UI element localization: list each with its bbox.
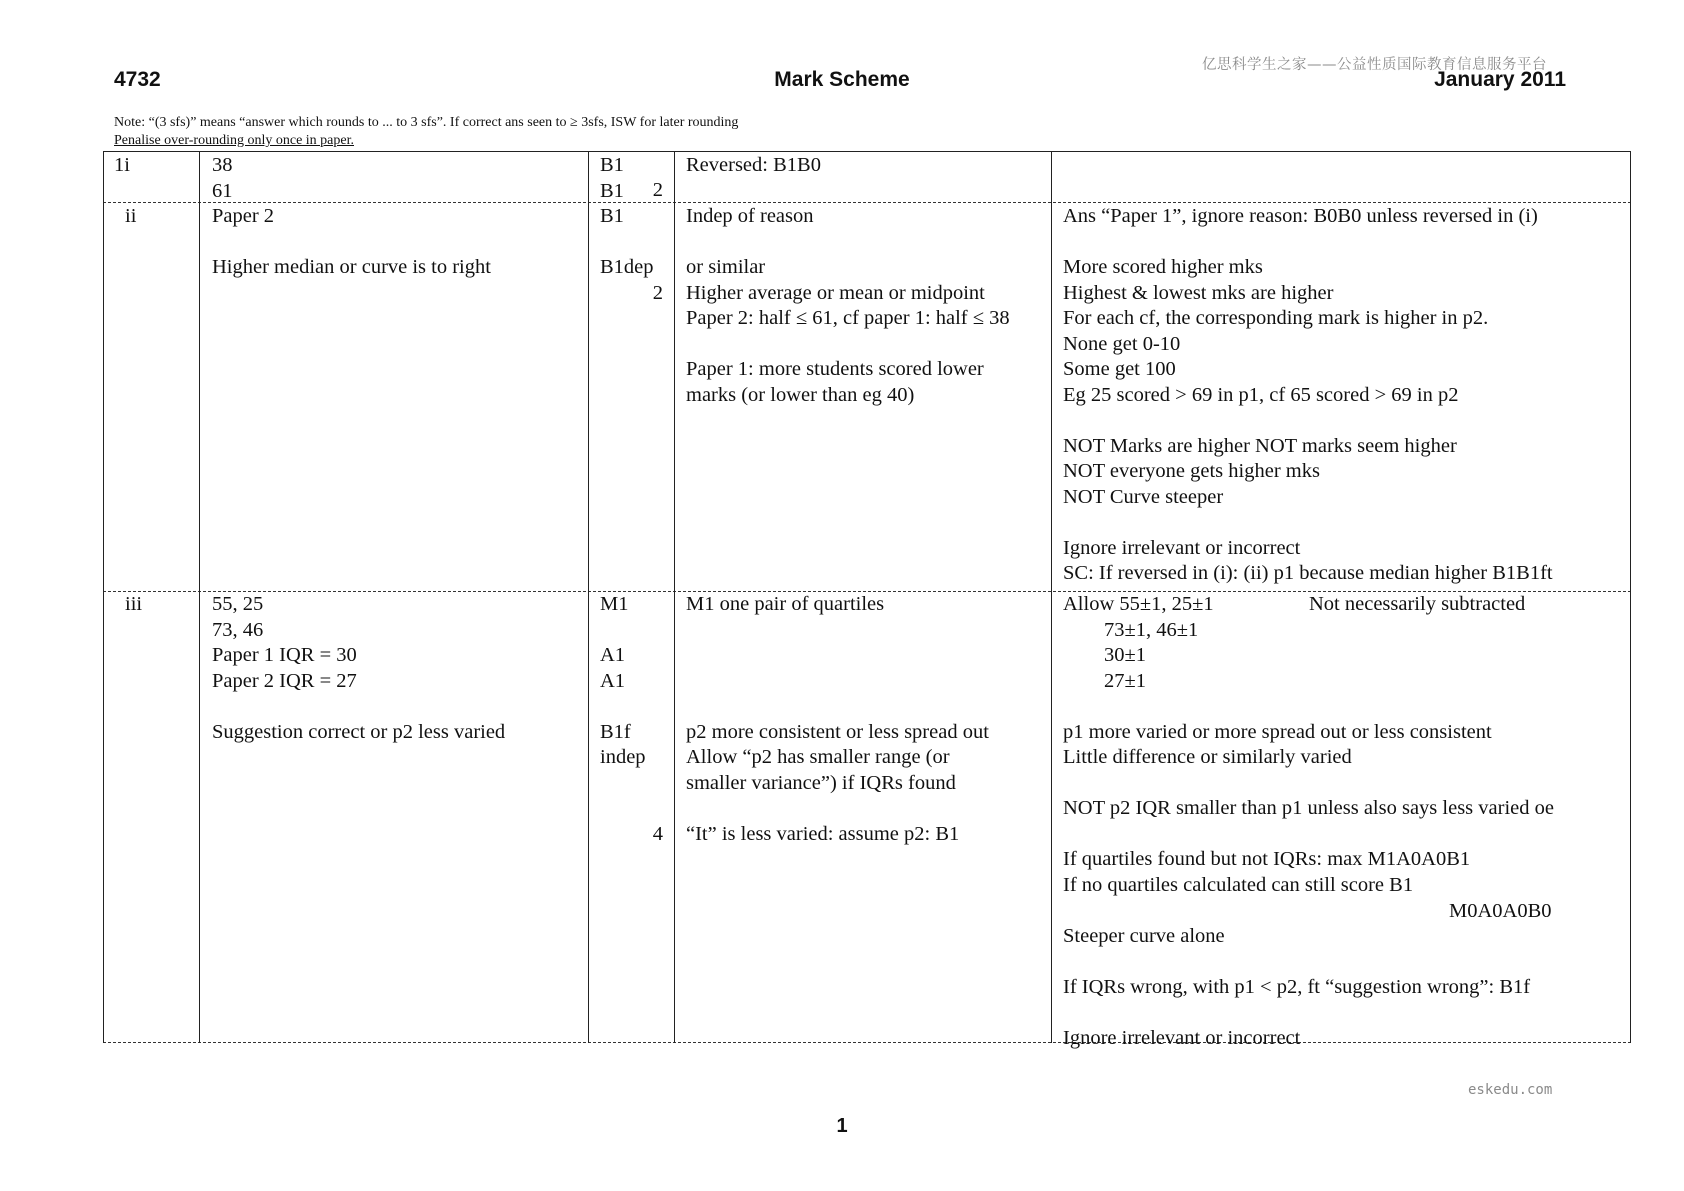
question-number: ii <box>125 205 137 227</box>
note-rounding: Note: “(3 sfs)” means “answer which rounds to ... to 3 sfs”. If correct ans seen to ≥ 3sfs, ISW for later rounding <box>114 115 739 130</box>
document-date: January 2011 <box>1434 68 1566 91</box>
notes-cell: Allow 55±1, 25±1 73±1, 46±1 30±1 27±1 p1 more varied or more spread out or less consistent Little difference or similarly varied NOT p2 IQR smaller than p1 unless also says less varied oe If quartiles found but not IQRs: max M1A0A0B1 If no quartiles calculated can still score B1 Steeper curve alone If IQRs wrong, with p1 < p2, ft “suggestion wrong”: B1f Ignore irrelevant or incorrect <box>1063 593 1554 1049</box>
marks-cell: B1 B1 <box>600 154 624 202</box>
guidance-cell: Indep of reason or similar Higher average or mean or midpoint Paper 2: half ≤ 61, cf paper 1: half ≤ 38 Paper 1: more students scored lower marks (or lower than eg 40) <box>686 205 1010 406</box>
col-rule-4 <box>1051 151 1052 1043</box>
table-top-rule <box>103 151 1631 152</box>
notes-side-marks: M0A0A0B0 <box>1449 899 1552 922</box>
col-rule-0 <box>103 151 104 1043</box>
notes-side-remark: Not necessarily subtracted <box>1309 593 1526 615</box>
col-rule-3 <box>674 151 675 1043</box>
watermark-bottom: eskedu.com <box>1468 1082 1553 1098</box>
marks-total: 2 <box>652 281 663 304</box>
page-number: 1 <box>836 1115 848 1137</box>
marks-cell: B1 B1dep <box>600 205 654 278</box>
answer-cell: 38 61 <box>212 154 233 202</box>
col-rule-5 <box>1630 151 1631 1043</box>
question-number: iii <box>125 593 143 615</box>
row-divider-1 <box>103 202 1631 203</box>
guidance-cell: M1 one pair of quartiles p2 more consistent or less spread out Allow “p2 has smaller range (or smaller variance”) if IQRs found “It” is less varied: assume p2: B1 <box>686 593 989 845</box>
marks-total: 4 <box>652 822 663 845</box>
watermark-top: 亿思科学生之家——公益性质国际教育信息服务平台 <box>1202 57 1547 73</box>
document-title: Mark Scheme <box>774 68 910 91</box>
marks-total: 2 <box>652 179 663 201</box>
col-rule-2 <box>588 151 589 1043</box>
note-over-rounding: Penalise over-rounding only once in paper. <box>114 133 354 148</box>
answer-cell: Paper 2 Higher median or curve is to right <box>212 205 491 278</box>
col-rule-1 <box>199 151 200 1043</box>
paper-code: 4732 <box>114 68 161 91</box>
question-number: 1i <box>114 154 130 176</box>
guidance-cell: Reversed: B1B0 <box>686 154 821 176</box>
mark-scheme-table <box>103 151 1631 1049</box>
notes-cell: Ans “Paper 1”, ignore reason: B0B0 unless reversed in (i) More scored higher mks Highest & lowest mks are higher For each cf, the corresponding mark is higher in p2. None get 0-10 Some get 100 Eg 25 scored > 69 in p1, cf 65 scored > 69 in p2 NOT Marks are higher NOT marks seem higher NOT everyone gets higher mks NOT Curve steeper Ignore irrelevant or incorrect SC: If reversed in (i): (ii) p1 because median higher B1B1ft <box>1063 205 1553 584</box>
marks-cell: M1 A1 A1 B1f indep <box>600 593 646 768</box>
answer-cell: 55, 25 73, 46 Paper 1 IQR = 30 Paper 2 IQR = 27 Suggestion correct or p2 less varied <box>212 593 506 743</box>
